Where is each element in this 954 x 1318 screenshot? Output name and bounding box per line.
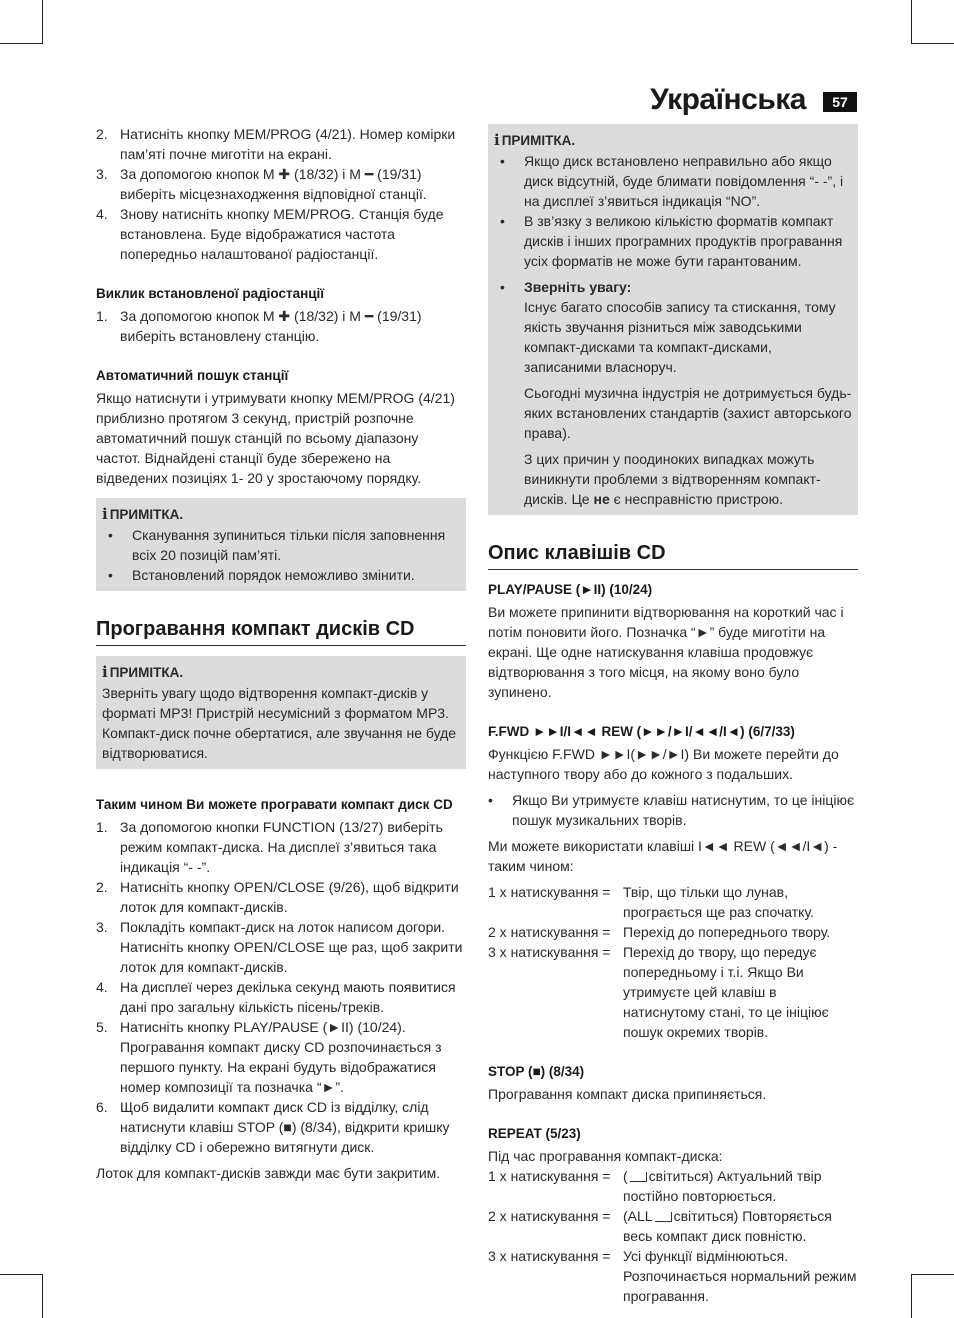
crop-mark [42,1274,43,1318]
list-item: 1. За допомогою кнопки FUNCTION (13/27) виберіть режим компакт-диска. На дисплеї з’явиться така індикація “- -”. [96,819,443,875]
crop-mark [911,0,912,44]
list-item: 4. Знову натисніть кнопку MEM/PROG. Станція буде встановлена. Буде відображатися частота попередньо налаштованої радіостанції. [96,206,444,262]
note-box [96,498,466,591]
info-icon: i [494,131,500,149]
auto-search-heading: Автоматичний пошук станції [96,368,289,383]
play-pause-text: Ви можете припинити відтворювання на короткий час і потім поновити його. Позначка “►” буде миготіти на екрані. Ще одне натискування клавіша продовжує відтворювання з того місця, на якому воно було зупинено. [488,604,844,700]
keys-section-title: Опис клавішів CD [488,539,858,570]
list-item: • Сканування зупиниться тільки після заповнення всіх 20 позицій пам’яті. [108,527,446,563]
repeat-heading: REPEAT (5/23) [488,1126,581,1141]
tray-note: Лоток для компакт-дисків завжди має бути закритим. [96,1165,441,1181]
list-item: • Якщо диск встановлено неправильно або якщо диск відсутній, буде блимати повідомлення “- -”, і на дисплеї з’явиться індикація “NO”. [500,153,844,209]
page-title: Українська [650,83,806,116]
note-title: i ПРИМІТКА. [102,505,184,523]
list-item: 4. На дисплеї через декілька секунд мають появитися дані про загальну кількість пісень/треків. [96,979,456,1015]
list-item: 3. Покладіть компакт-диск на лоток написом догори. Натисніть кнопку OPEN/CLOSE ще раз, щоб закрити лоток для компакт-дисків. [96,919,463,975]
note-text: Сьогодні музична індустрія не дотримується будь-яких встановлених стандартів (захист авторського права). [524,385,852,441]
recall-heading: Виклик встановленої радіостанції [96,286,325,301]
press-row: 2 х натискування = Перехід до попереднього твору. [488,924,831,940]
list-item: 1. За допомогою кнопок M ✚ (18/32) і M ━ (19/31) виберіть встановлену станцію. [96,308,422,344]
press-row: 3 х натискування = Перехід до твору, що передує попередньому і т.і. Якщо Ви утримуєте цей клавіш в натиснутому стані, то це ініціює пошук окремих творів. [488,944,829,1040]
stop-text: Програвання компакт диска припиняється. [488,1086,767,1102]
repeat-icon [630,1172,647,1182]
note-list [102,525,460,585]
recall-list [96,306,466,346]
crop-mark [912,1274,954,1275]
note-box [96,656,466,769]
note-text: З цих причин у поодиноких випадках можуть виникнути проблеми з відтворенням компакт-дисків. Це не є несправністю пристрою. [524,451,821,507]
repeat-icon [655,1212,672,1222]
play-pause-heading: PLAY/PAUSE (►II) (10/24) [488,582,653,597]
crop-mark [912,43,954,44]
list-item: • В зв’язку з великою кількістю форматів компакт дисків і інших програмних продуктів програвання усіх форматів не може бути гарантованим. [500,213,843,269]
note-list [494,151,852,297]
stop-heading: STOP (■) (8/34) [488,1064,585,1079]
cd-section-title: Програвання компакт дисків CD [96,615,466,646]
steps-list [96,124,466,264]
list-item: 2. Натисніть кнопку MEM/PROG (4/21). Номер комірки пам’яті почне миготіти на екрані. [96,126,456,162]
info-icon: i [102,505,108,523]
ffwd-heading: F.FWD ►►I/I◄◄ REW (►►/►I/◄◄/I◄) (6/7/33) [488,724,795,739]
crop-mark [42,0,43,44]
note-title: i ПРИМІТКА. [102,663,184,681]
note-text: Зверніть увагу щодо відтворення компакт-дисків у форматі MP3! Пристрій несумісний з форматом MP3. Компакт-диск почне обертатися, але звучання не буде відтворюватися. [102,685,457,761]
crop-mark [0,1274,42,1275]
page-number: 57 [823,92,857,112]
play-steps [96,817,466,1157]
note-box [488,124,858,515]
info-icon: i [102,663,108,681]
press-row: 1 х натискування = ( світиться) Актуальний твір постійно повторюється. [488,1168,822,1204]
list-item: • Зверніть увагу: [500,279,632,295]
play-heading: Таким чином Ви можете програвати компакт диск CD [96,797,453,812]
right-column [488,124,858,1306]
list-item: 2. Натисніть кнопку OPEN/CLOSE (9/26), щоб відкрити лоток для компакт-дисків. [96,879,459,915]
left-column [96,124,466,1183]
repeat-intro: Під час програвання компакт-диска: [488,1148,723,1164]
rew-presses [488,882,858,1042]
crop-mark [911,1274,912,1318]
press-row: 2 х натискування = (ALL світиться) Повторяється весь компакт диск повністю. [488,1208,832,1244]
crop-mark [0,43,42,44]
press-row: 1 х натискування = Твір, що тільки що лунав, програється ще раз спочатку. [488,884,814,920]
list-item: • Встановлений порядок неможливо змінити. [108,567,415,583]
auto-search-text: Якщо натиснути і утримувати кнопку MEM/PROG (4/21) приблизно протягом 3 секунд, пристрій розпочне автоматичний пошук станцій по всьому діапазону частот. Віднайдені станції буде збережено на відведених позиціях 1- 20 у зростаючому порядку. [96,390,455,486]
list-item: 5. Натисніть кнопку PLAY/PAUSE (►II) (10/24). Програвання компакт диску CD розпочинається з першого пункту. На екрані будуть відображатися номер композиції та позначка “►”. [96,1019,442,1095]
ffwd-text: Функцією F.FWD ►►I(►►/►I) Ви можете перейти до наступного твору або до кожного з подальших. [488,746,839,782]
ffwd-list [488,790,858,830]
press-row: 3 х натискування = Усі функції відмінюються. Розпочинається нормальний режим програвання. [488,1248,857,1304]
note-text: Існує багато способів запису та стискання, тому якість звучання різниться між заводськими компакт-дисками та компакт-дисками, записаними власноруч. [524,299,836,375]
repeat-presses [488,1166,858,1306]
list-item: 3. За допомогою кнопок M ✚ (18/32) і M ━ (19/31) виберіть місцезнаходження відповідної станції. [96,166,427,202]
rew-text: Ми можете використати клавіші I◄◄ REW (◄◄/I◄) - таким чином: [488,838,838,874]
note-title: i ПРИМІТКА. [494,131,576,149]
list-item: • Якщо Ви утримуєте клавіш натиснутим, то це ініціює пошук музикальних творів. [488,792,855,828]
list-item: 6. Щоб видалити компакт диск CD із відділку, слід натиснути клавіш STOP (■) (8/34), відкрити кришку відділку CD і обережно витягнути диск. [96,1099,450,1155]
